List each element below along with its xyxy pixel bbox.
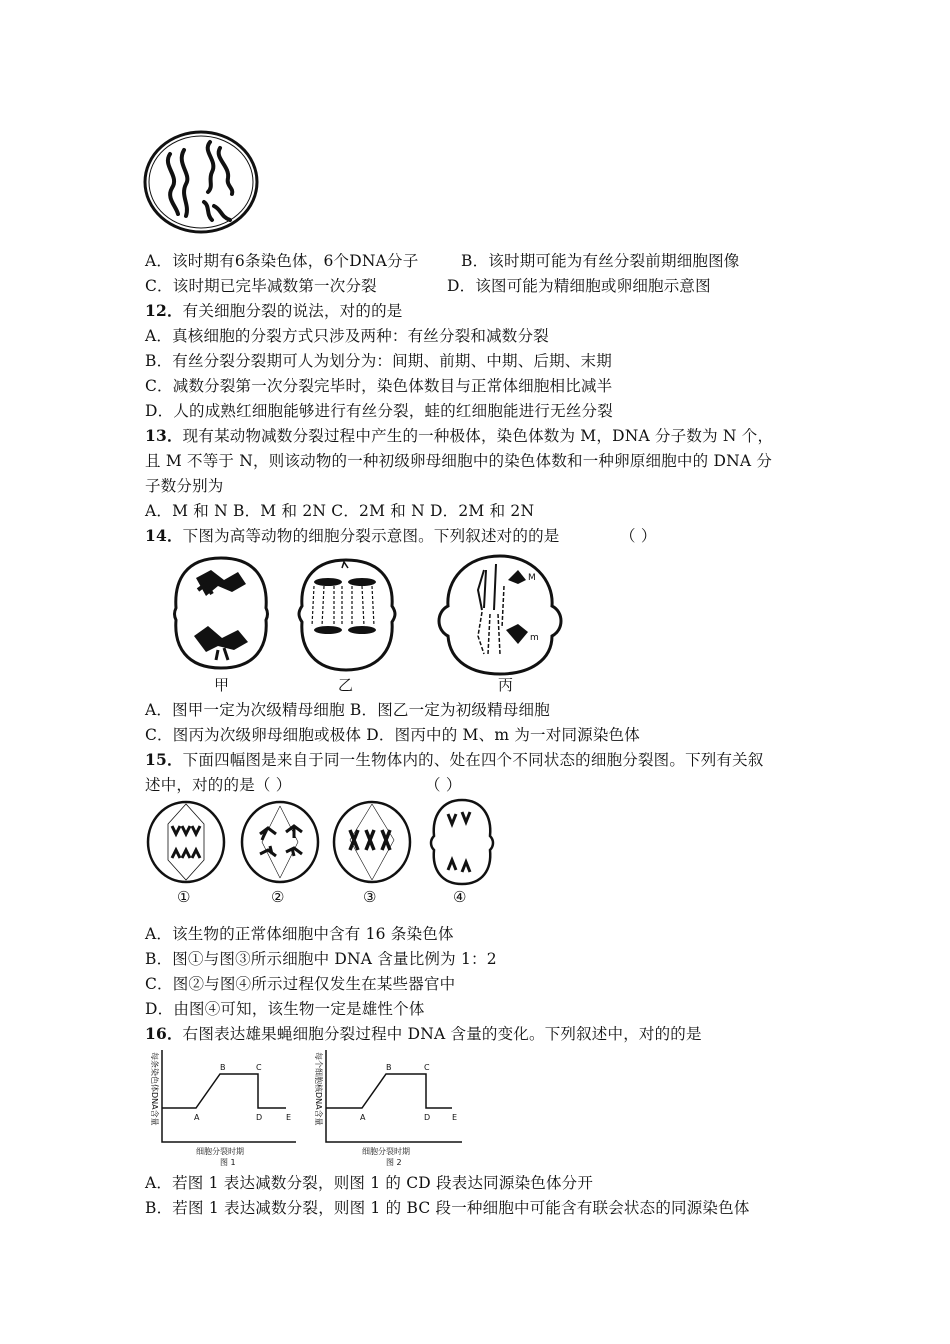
q11-cell-figure — [140, 126, 265, 236]
q12-stem-text: 有关细胞分裂的说法，对的的是 — [182, 302, 403, 320]
q14-options-cd: C．图丙为次级卵母细胞或极体 D．图丙中的 M、m 为一对同源染色体 — [145, 726, 640, 744]
q15-label-1: ① — [177, 888, 191, 906]
q15-option-c: C．图②与图④所示过程仅发生在某些器官中 — [145, 975, 456, 993]
q15-option-a: A．该生物的正常体细胞中含有 16 条染色体 — [145, 925, 454, 943]
q11-option-c: C．该时期已完毕减数第一次分裂 — [145, 277, 377, 295]
q13-stem-line3: 子数分别为 — [145, 477, 224, 495]
q14-label-bing: 丙 — [498, 676, 514, 692]
q16-fig2-caption: 图 2 — [386, 1158, 402, 1167]
q16-fig1-point-E: E — [286, 1113, 292, 1122]
q16-fig1-xlabel: 细胞分裂时期 — [196, 1147, 244, 1156]
q15-cell-2 — [242, 802, 318, 906]
q14-stem — [145, 526, 559, 546]
q16-stem-text: 右图表达雄果蝇细胞分裂过程中 DNA 含量的变化。下列叙述中，对的的是 — [182, 1025, 702, 1043]
q14-mark-m: m — [530, 633, 539, 643]
q11-option-a: A．该时期有6条染色体，6个DNA分子 — [145, 252, 419, 270]
q16-graph-2 — [314, 1050, 462, 1167]
q16-fig2-point-C: C — [424, 1063, 430, 1072]
q16-figure — [140, 1046, 480, 1170]
q16-fig2-ylabel: 每个细胞核DNA含量 — [314, 1052, 323, 1126]
q14-answer-paren: （ ） — [620, 527, 657, 545]
q14-label-yi: 乙 — [338, 676, 354, 692]
q11-option-b: B．该时期可能为有丝分裂前期细胞图像 — [461, 252, 740, 270]
q15-number: 15． — [145, 750, 183, 769]
q15-answer-paren: （ ） — [425, 776, 462, 794]
q13-stem-text-1: 现有某动物减数分裂过程中产生的一种极体，染色体数为 M，DNA 分子数为 N 个， — [182, 427, 774, 445]
q15-cell-3 — [334, 802, 410, 906]
q12-option-a: A．真核细胞的分裂方式只涉及两种：有丝分裂和减数分裂 — [145, 327, 549, 345]
q16-fig2-point-E: E — [452, 1113, 458, 1122]
q14-options-ab: A．图甲一定为次级精母细胞 B．图乙一定为初级精母细胞 — [145, 701, 550, 719]
q11-option-d: D．该图可能为精细胞或卵细胞示意图 — [447, 277, 711, 295]
q14-mark-M: M — [528, 573, 536, 583]
q15-stem-line1 — [145, 750, 764, 770]
q16-graph-1 — [150, 1050, 296, 1167]
q14-figure — [166, 550, 566, 692]
q16-option-a: A．若图 1 表达减数分裂，则图 1 的 CD 段表达同源染色体分开 — [145, 1174, 594, 1192]
q14-stem-text: 下图为高等动物的细胞分裂示意图。下列叙述对的的是 — [182, 527, 560, 545]
q13-options: A．M 和 N B．M 和 2N C．2M 和 N D．2M 和 2N — [145, 502, 535, 520]
q16-stem — [145, 1024, 702, 1044]
q15-cell-4 — [431, 800, 493, 906]
q16-fig1-point-C: C — [256, 1063, 262, 1072]
q16-fig2-point-A: A — [360, 1113, 366, 1122]
q15-label-4: ④ — [453, 888, 467, 906]
q16-fig1-caption: 图 1 — [220, 1158, 236, 1167]
q15-label-2: ② — [271, 888, 285, 906]
q12-option-d: D．人的成熟红细胞能够进行有丝分裂，蛙的红细胞能进行无丝分裂 — [145, 402, 613, 420]
q14-cell-yi — [299, 560, 395, 692]
q15-figure — [146, 796, 496, 908]
q12-stem — [145, 301, 402, 321]
q16-fig1-ylabel: 每条染色体DNA含量 — [150, 1052, 159, 1126]
q14-label-jia: 甲 — [214, 676, 230, 692]
q12-option-c: C．减数分裂第一次分裂完毕时，染色体数目与正常体细胞相比减半 — [145, 377, 613, 395]
q12-option-b: B．有丝分裂分裂期可人为划分为：间期、前期、中期、后期、末期 — [145, 352, 612, 370]
q15-stem-line2: 述中，对的的是（ ） — [145, 776, 292, 794]
q16-fig1-point-B: B — [220, 1063, 226, 1072]
q16-fig1-point-D: D — [256, 1113, 263, 1122]
q14-number: 14． — [145, 526, 183, 545]
q16-fig2-point-D: D — [424, 1113, 431, 1122]
q16-fig2-xlabel: 细胞分裂时期 — [362, 1147, 410, 1156]
q14-cell-jia — [175, 558, 268, 692]
q15-option-b: B．图①与图③所示细胞中 DNA 含量比例为 1：2 — [145, 950, 497, 968]
q13-stem-line1 — [145, 426, 773, 446]
q13-number: 13． — [145, 426, 183, 445]
q12-number: 12． — [145, 301, 183, 320]
q15-option-d: D．由图④可知，该生物一定是雄性个体 — [145, 1000, 425, 1018]
q16-fig1-point-A: A — [194, 1113, 200, 1122]
q14-cell-bing — [439, 556, 561, 692]
q16-fig2-point-B: B — [386, 1063, 392, 1072]
q16-number: 16． — [145, 1024, 183, 1043]
q15-cell-1 — [148, 802, 224, 906]
q15-stem-text-1: 下面四幅图是来自于同一生物体内的、处在四个不同状态的细胞分裂图。下列有关叙 — [182, 751, 764, 769]
q15-label-3: ③ — [363, 888, 377, 906]
q13-stem-line2: 且 M 不等于 N，则该动物的一种初级卵母细胞中的染色体数和一种卵原细胞中的 DNA 分 — [145, 452, 773, 470]
q16-option-b: B．若图 1 表达减数分裂，则图 1 的 BC 段一种细胞中可能含有联会状态的同源染色体 — [145, 1199, 750, 1217]
